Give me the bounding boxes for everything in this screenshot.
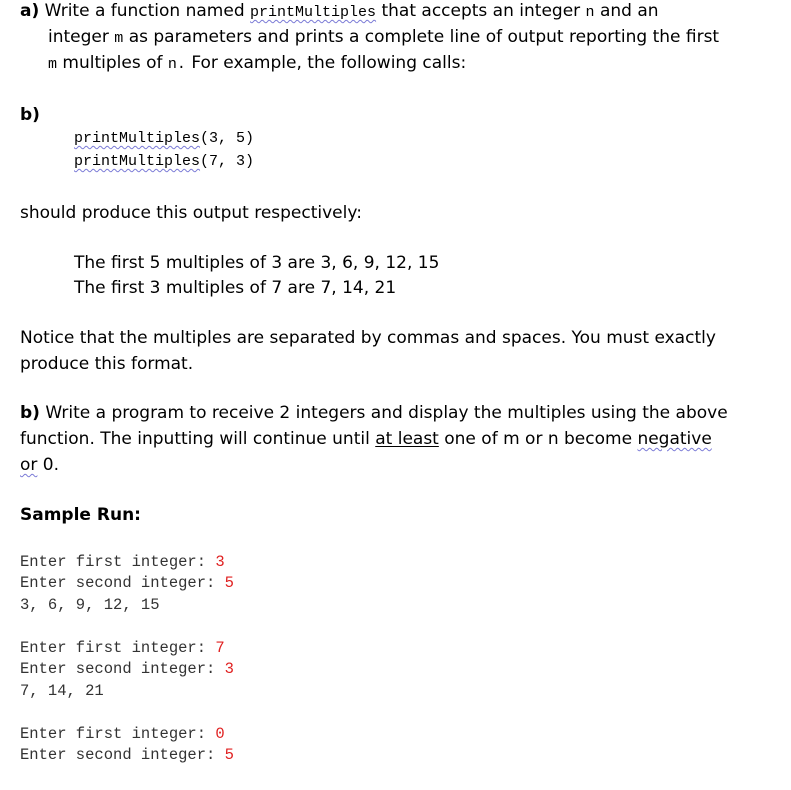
- part-a-text: multiples of: [62, 53, 163, 73]
- call-function-name: printMultiples: [74, 130, 201, 147]
- console-prompt-line: [20, 572, 234, 594]
- console-prompt-line: [20, 637, 225, 659]
- console-prompt: Enter second integer:: [20, 574, 225, 592]
- console-prompt-line: [20, 658, 234, 680]
- expected-output-line: The first 5 multiples of 3 are 3, 6, 9, 12, 15: [74, 253, 440, 273]
- call-args: (3, 5): [200, 130, 255, 147]
- console-prompt-line: [20, 551, 225, 573]
- example-call: [74, 128, 254, 150]
- variable-n: n.: [167, 56, 186, 73]
- part-a-label: a): [20, 1, 40, 21]
- part-b-line-3: [20, 454, 59, 476]
- part-a-line-3: [48, 52, 466, 76]
- part-a-text: and an: [599, 1, 659, 21]
- output-intro: should produce this output respectively:: [20, 203, 362, 223]
- part-a-text: that accepts an integer: [381, 1, 581, 21]
- part-a-text: integer: [48, 27, 109, 47]
- variable-m: m: [114, 30, 124, 47]
- console-result: 7, 14, 21: [20, 682, 104, 700]
- variable-m: m: [48, 56, 58, 73]
- underlined-phrase: at least: [375, 429, 439, 449]
- part-b-text: 0.: [42, 455, 60, 475]
- console-prompt: Enter first integer:: [20, 725, 216, 743]
- console-input: 3: [215, 553, 225, 571]
- variable-n: n: [585, 4, 595, 21]
- part-b-text: one of m or n become: [444, 429, 633, 449]
- part-b-label: b): [20, 403, 40, 423]
- sample-run-title: Sample Run:: [20, 505, 141, 525]
- function-name: printMultiples: [250, 4, 377, 21]
- notice-line-1: Notice that the multiples are separated by commas and spaces. You must exactly: [20, 328, 716, 348]
- part-a-text: For example, the following calls:: [191, 53, 467, 73]
- part-b-line-2: [20, 428, 712, 450]
- notice-line-2: produce this format.: [20, 354, 194, 374]
- part-a-line-1: [20, 0, 659, 24]
- console-input: 0: [215, 725, 225, 743]
- flagged-word: negative: [637, 429, 712, 449]
- part-a-line-2: [48, 26, 719, 50]
- part-b-text: function. The inputting will continue until: [20, 429, 370, 449]
- console-prompt-line: [20, 723, 225, 745]
- console-input: 7: [215, 639, 225, 657]
- expected-output-line: The first 3 multiples of 7 are 7, 14, 21: [74, 278, 397, 298]
- console-prompt-line: [20, 744, 234, 766]
- console-input: 3: [224, 660, 234, 678]
- part-a-text: as parameters and prints a complete line of output reporting the first: [128, 27, 720, 47]
- part-a-text: Write a function named: [44, 1, 245, 21]
- flagged-word: or: [20, 455, 38, 475]
- call-function-name: printMultiples: [74, 153, 201, 170]
- console-input: 5: [224, 574, 234, 592]
- console-prompt: Enter second integer:: [20, 746, 225, 764]
- console-prompt: Enter second integer:: [20, 660, 225, 678]
- example-call: [74, 151, 254, 173]
- console-prompt: Enter first integer:: [20, 553, 216, 571]
- console-prompt: Enter first integer:: [20, 639, 216, 657]
- console-result: 3, 6, 9, 12, 15: [20, 596, 160, 614]
- console-input: 5: [224, 746, 234, 764]
- part-b-line-1: [20, 402, 728, 424]
- call-args: (7, 3): [200, 153, 255, 170]
- section-b-label: b): [20, 105, 40, 125]
- part-b-text: Write a program to receive 2 integers and display the multiples using the above: [45, 403, 728, 423]
